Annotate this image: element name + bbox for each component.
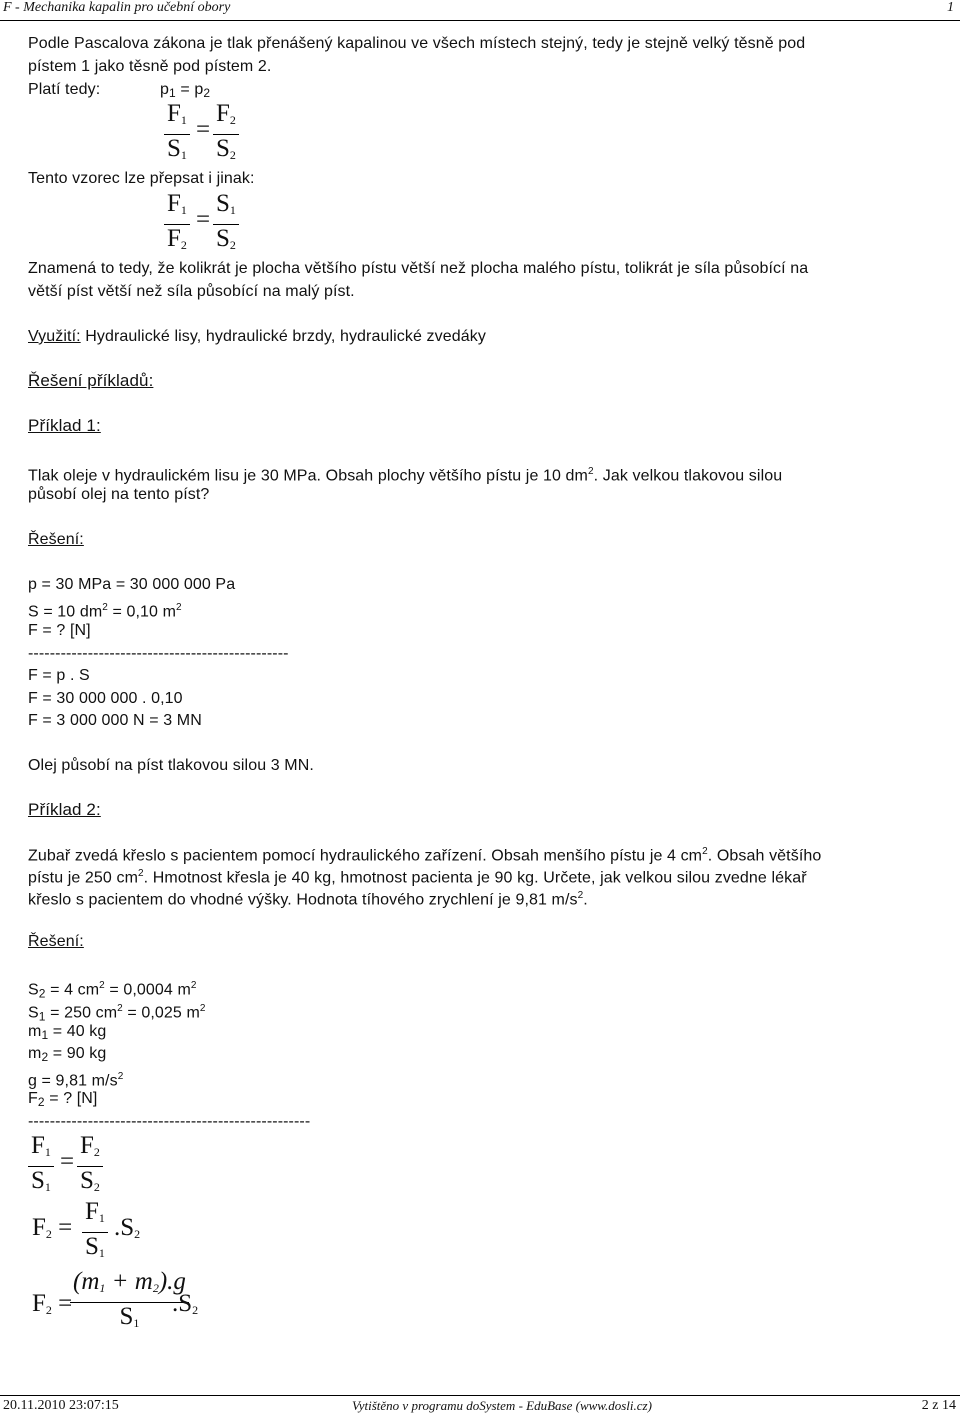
p2-line-g: g = 9,81 $m/s^2$ bbox=[28, 1071, 124, 1090]
p2-line-s2: $S_2 = 4$ $cm^2 = 0,0004$ $m^2$ bbox=[28, 980, 197, 1001]
priklad-2-heading: Příklad 2: bbox=[28, 800, 101, 819]
p1-answer: Olej působí na píst tlakovou silou 3 MN. bbox=[28, 757, 314, 774]
equals-sign: = bbox=[196, 206, 211, 233]
footer-printed-by: Vytištěno v programu doSystem - EduBase (www.dosli.cz) bbox=[352, 1398, 652, 1413]
fraction-f1-f2: $\frac{F_1}{F_2}$ bbox=[164, 190, 190, 259]
p2-fraction-mass-g-over-s1: $\frac{(m_1 + m_2).g}{S_1}$ bbox=[70, 1268, 189, 1337]
p2-line-f2: $F_2$ = ? [N] bbox=[28, 1090, 98, 1109]
footer-page-count: 2 z 14 bbox=[921, 1398, 956, 1413]
priklad-1-task-line-1: Tlak oleje v hydraulickém lisu je 30 MPa. Obsah plochy většího pístu je 10 $dm^2$. Jak velkou tlakovou silou bbox=[28, 466, 783, 485]
priklad-1-reseni-label: Řešení: bbox=[28, 531, 84, 548]
p2-f2-lhs-final: $F_2$ = bbox=[32, 1290, 73, 1317]
page-footer bbox=[0, 1395, 960, 1416]
p2-line-s1: $S_1 = 250$ $cm^2 = 0,025$ $m^2$ bbox=[28, 1003, 206, 1024]
priklad-2-task-line-3: křeslo s pacientem do vhodné výšky. Hodnota tíhového zrychlení je 9,81 $m/s^2$. bbox=[28, 890, 588, 909]
plati-label: Platí tedy: bbox=[28, 81, 101, 98]
intro-line-1: Podle Pascalova zákona je tlak přenášený kapalinou ve všech místech stejný, tedy je stejně velký těsně pod bbox=[28, 35, 806, 52]
p1-line-result: F = 3 000 000 N = 3 MN bbox=[28, 712, 202, 729]
fraction-f2-s2: $\frac{F_2}{S_2}$ bbox=[213, 100, 239, 169]
fraction-s1-s2: $\frac{S_1}{S_2}$ bbox=[213, 190, 239, 259]
p2-f2-lhs: $F_2$ = bbox=[32, 1214, 73, 1241]
p2-dot-s2-final: $.S_2$ bbox=[172, 1290, 199, 1317]
document-title: F - Mechanika kapalin pro učební obory bbox=[3, 0, 231, 15]
fraction-f1-s1: $\frac{F_1}{S_1}$ bbox=[164, 100, 190, 169]
znamena-line-2: větší píst větší než síla působící na malý píst. bbox=[28, 283, 355, 300]
p2-line-m1: $m_1 = 40$ kg bbox=[28, 1023, 107, 1042]
p1-line-substitution: F = 30 000 000 . 0,10 bbox=[28, 690, 183, 707]
reseni-prikladu-heading: Řešení příkladů: bbox=[28, 371, 154, 390]
p1-line-pressure: p = 30 MPa = 30 000 000 Pa bbox=[28, 576, 236, 593]
priklad-1-task-line-2: působí olej na tento píst? bbox=[28, 486, 210, 503]
p2-line-m2: $m_2 = 90$ kg bbox=[28, 1045, 107, 1064]
page-header bbox=[0, 0, 960, 21]
p2-fraction-f2-s2: $\frac{F_2}{S_2}$ bbox=[77, 1132, 103, 1201]
p2-dot-s2: $.S_2$ bbox=[114, 1214, 141, 1241]
pressure-equality: $p_1 = p_2$ bbox=[160, 81, 211, 100]
priklad-2-task-line-1: Zubař zvedá křeslo s pacientem pomocí hydraulického zařízení. Obsah menšího pístu je 4 $cm^2$. Obsah většího bbox=[28, 846, 822, 865]
p1-separator: ------------------------------------------------ bbox=[28, 645, 289, 662]
p2-fraction-f1-s1: $\frac{F_1}{S_1}$ bbox=[28, 1132, 54, 1201]
vyuziti-line: Využití: Hydraulické lisy, hydraulické brzdy, hydraulické zvedáky bbox=[28, 328, 486, 345]
priklad-2-task-line-2: pístu je 250 $cm^2$. Hmotnost křesla je 40 kg, hmotnost pacienta je 90 kg. Určete, jak velkou silou zvedne lékař bbox=[28, 868, 807, 887]
header-page-number: 1 bbox=[947, 0, 954, 15]
p2-fraction-f1-over-s1: $\frac{F_1}{S_1}$ bbox=[82, 1198, 108, 1267]
p1-line-area: S = 10 $dm^2 = 0,10$ $m^2$ bbox=[28, 602, 182, 621]
equals-sign: = bbox=[196, 116, 211, 143]
footer-datetime: 20.11.2010 23:07:15 bbox=[3, 1398, 119, 1413]
priklad-2-reseni-label: Řešení: bbox=[28, 933, 84, 950]
p1-line-unknown: F = ? [N] bbox=[28, 622, 91, 639]
znamena-line-1: Znamená to tedy, že kolikrát je plocha většího pístu větší než plocha malého pístu, tolikrát je síla působící na bbox=[28, 260, 809, 277]
priklad-1-heading: Příklad 1: bbox=[28, 416, 101, 435]
p1-line-formula: F = p . S bbox=[28, 667, 90, 684]
tento-line: Tento vzorec lze přepsat i jinak: bbox=[28, 170, 255, 187]
intro-line-2: pístem 1 jako těsně pod pístem 2. bbox=[28, 58, 272, 75]
equals-sign: = bbox=[60, 1148, 75, 1175]
p2-separator: ---------------------------------------------------- bbox=[28, 1113, 311, 1130]
